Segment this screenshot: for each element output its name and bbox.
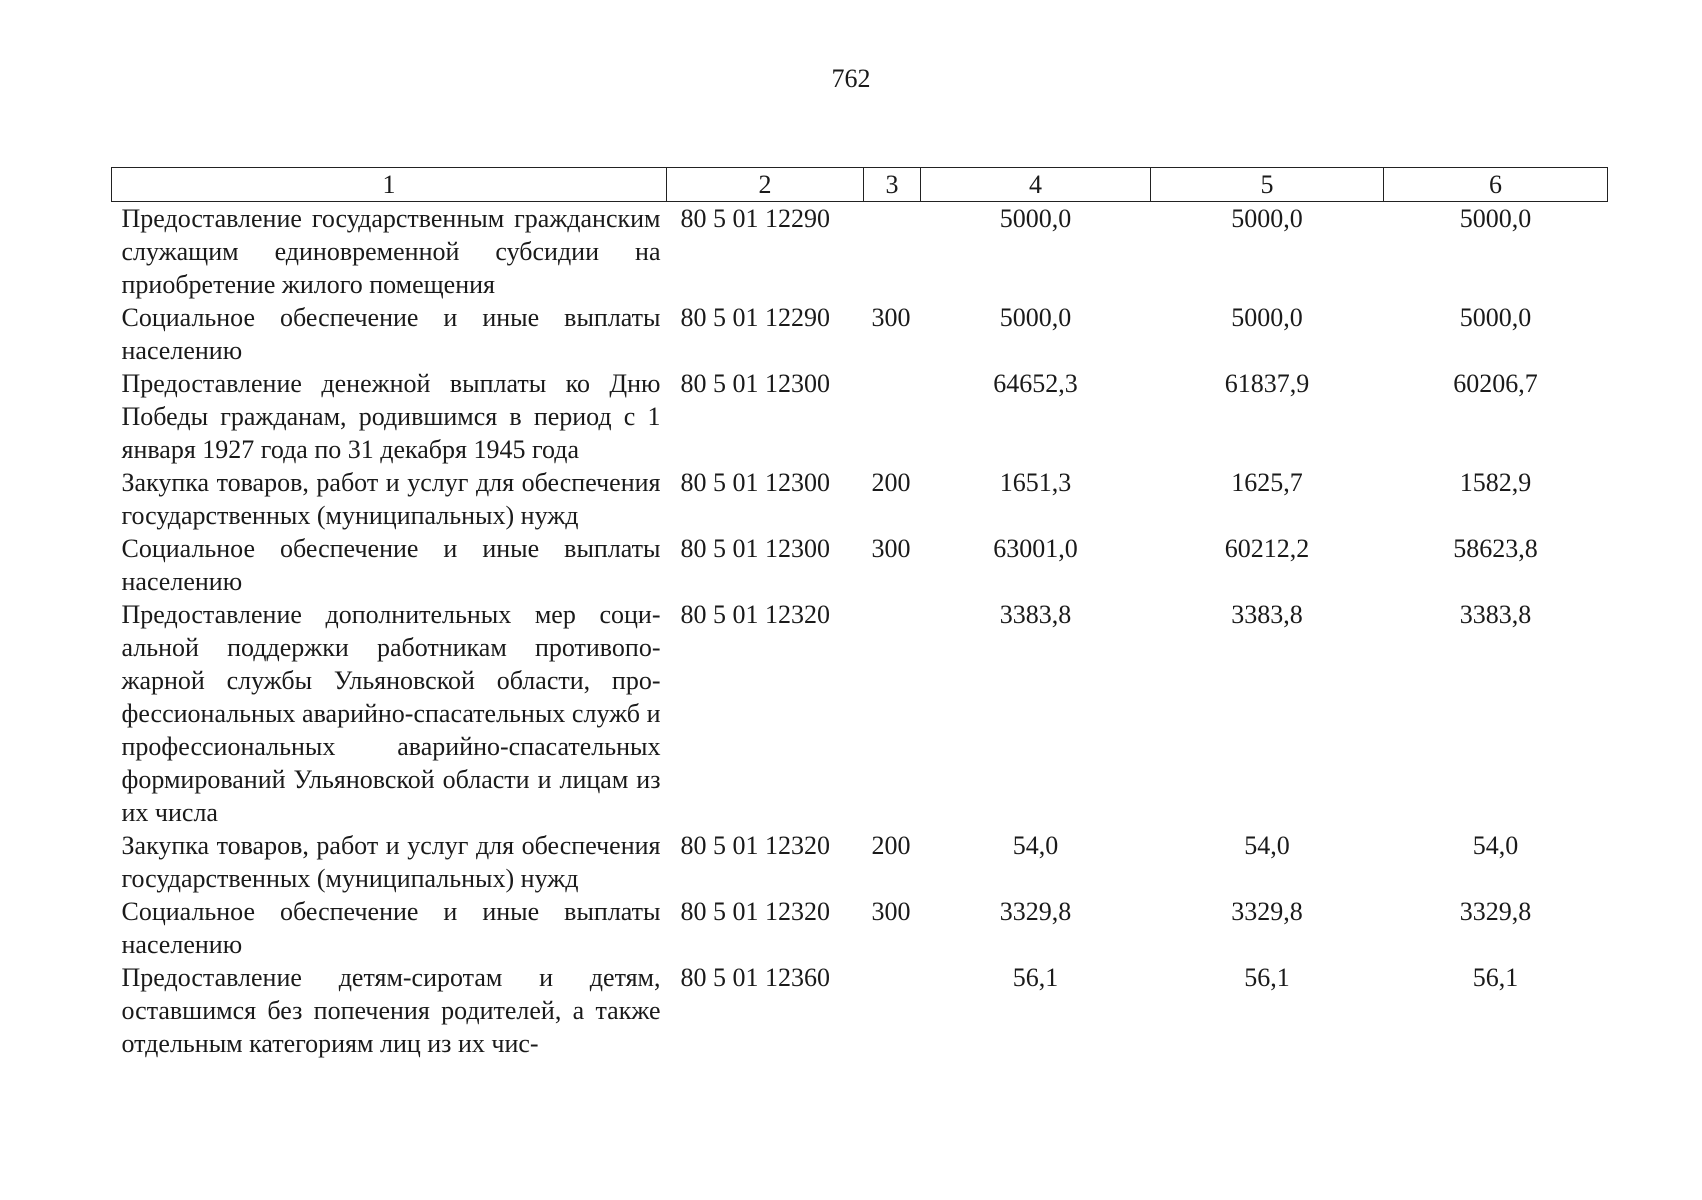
row-value-6: 3383,8 [1459,600,1532,629]
row-code: 80 5 01 12320 [680,600,830,629]
table-row [112,829,1608,895]
row-code: 80 5 01 12320 [680,897,830,926]
row-value-4: 5000,0 [999,303,1072,332]
row-value-4: 1651,3 [999,468,1072,497]
row-value-5: 1625,7 [1231,468,1303,497]
row-value-6: 58623,8 [1453,534,1538,563]
row-name: Закупка товаров, работ и услуг для обеспечения государственных (муниципальных) нужд [121,468,661,530]
row-code: 80 5 01 12300 [680,534,830,563]
row-expense-type [864,598,921,829]
table-row [112,466,1608,532]
row-value-5: 56,1 [1244,963,1290,992]
header-cell-1: 1 [112,168,667,202]
row-code: 80 5 01 12300 [680,369,830,398]
page-number: 762 [831,64,871,93]
row-name: Социальное обеспечение и иные выплаты населению [121,897,661,959]
table-row [112,301,1608,367]
row-code: 80 5 01 12360 [680,963,830,992]
row-value-5: 54,0 [1244,831,1290,860]
row-value-6: 5000,0 [1459,303,1532,332]
header-cell-2: 2 [667,168,864,202]
row-value-5: 61837,9 [1224,369,1310,398]
row-code: 80 5 01 12290 [680,303,830,332]
header-cell-4: 4 [921,168,1151,202]
header-cell-3: 3 [864,168,921,202]
row-value-6: 54,0 [1472,831,1519,860]
table-header [112,168,1608,202]
row-name: Предоставление детям-сиротам и детям, оставшимся без попечения родителей, а также отдельным категориям лиц из их чис- [121,963,661,1058]
row-name: Предоставление дополнительных мер социальной поддержки работникам противопожарной службы Ульяновской области, профессиональных аварийно-спасательных служб и профессиональных аварийно-спасательных формирований Ульяновской области и лицам из их числа [121,600,661,827]
budget-table [111,167,1608,1060]
row-name: Социальное обеспечение и иные выплаты населению [121,534,661,596]
row-value-4: 5000,0 [999,204,1072,233]
row-expense-type: 300 [871,897,911,926]
table-row [112,895,1608,961]
row-name: Социальное обеспечение и иные выплаты населению [121,303,661,365]
row-value-4: 3329,8 [999,897,1072,926]
row-value-6: 56,1 [1472,963,1519,992]
row-value-4: 56,1 [1012,963,1059,992]
header-cell-6: 6 [1384,168,1608,202]
row-expense-type [864,367,921,466]
row-code: 80 5 01 12320 [680,831,830,860]
header-cell-5: 5 [1151,168,1384,202]
row-value-6: 3329,8 [1459,897,1532,926]
row-value-6: 5000,0 [1459,204,1532,233]
header-row [112,168,1608,202]
row-expense-type [864,202,921,302]
row-expense-type [864,961,921,1060]
row-value-5: 5000,0 [1231,303,1303,332]
row-code: 80 5 01 12300 [680,468,830,497]
table-row [112,532,1608,598]
row-value-6: 60206,7 [1453,369,1538,398]
row-name: Предоставление денежной выплаты ко Дню Победы гражданам, родившимся в период с 1 января 1927 года по 31 декабря 1945 года [121,369,661,464]
table-body [112,202,1608,1061]
row-value-5: 60212,2 [1224,534,1310,563]
row-value-6: 1582,9 [1459,468,1532,497]
row-value-5: 3329,8 [1231,897,1303,926]
row-value-4: 63001,0 [993,534,1078,563]
table-row [112,367,1608,466]
table-row [112,961,1608,1060]
row-name: Предоставление государственным гражданским служащим единовременной субсидии на приобретение жилого помещения [121,204,661,299]
row-expense-type: 200 [871,831,911,860]
row-code: 80 5 01 12290 [680,204,830,233]
row-name: Закупка товаров, работ и услуг для обеспечения государственных (муниципальных) нужд [121,831,661,893]
row-value-5: 3383,8 [1231,600,1303,629]
row-value-4: 64652,3 [993,369,1078,398]
row-expense-type: 200 [871,468,911,497]
row-expense-type: 300 [871,534,911,563]
row-value-4: 3383,8 [999,600,1072,629]
row-value-5: 5000,0 [1231,204,1303,233]
row-expense-type: 300 [871,303,911,332]
table-row [112,598,1608,829]
table-row [112,202,1608,302]
row-value-4: 54,0 [1012,831,1059,860]
